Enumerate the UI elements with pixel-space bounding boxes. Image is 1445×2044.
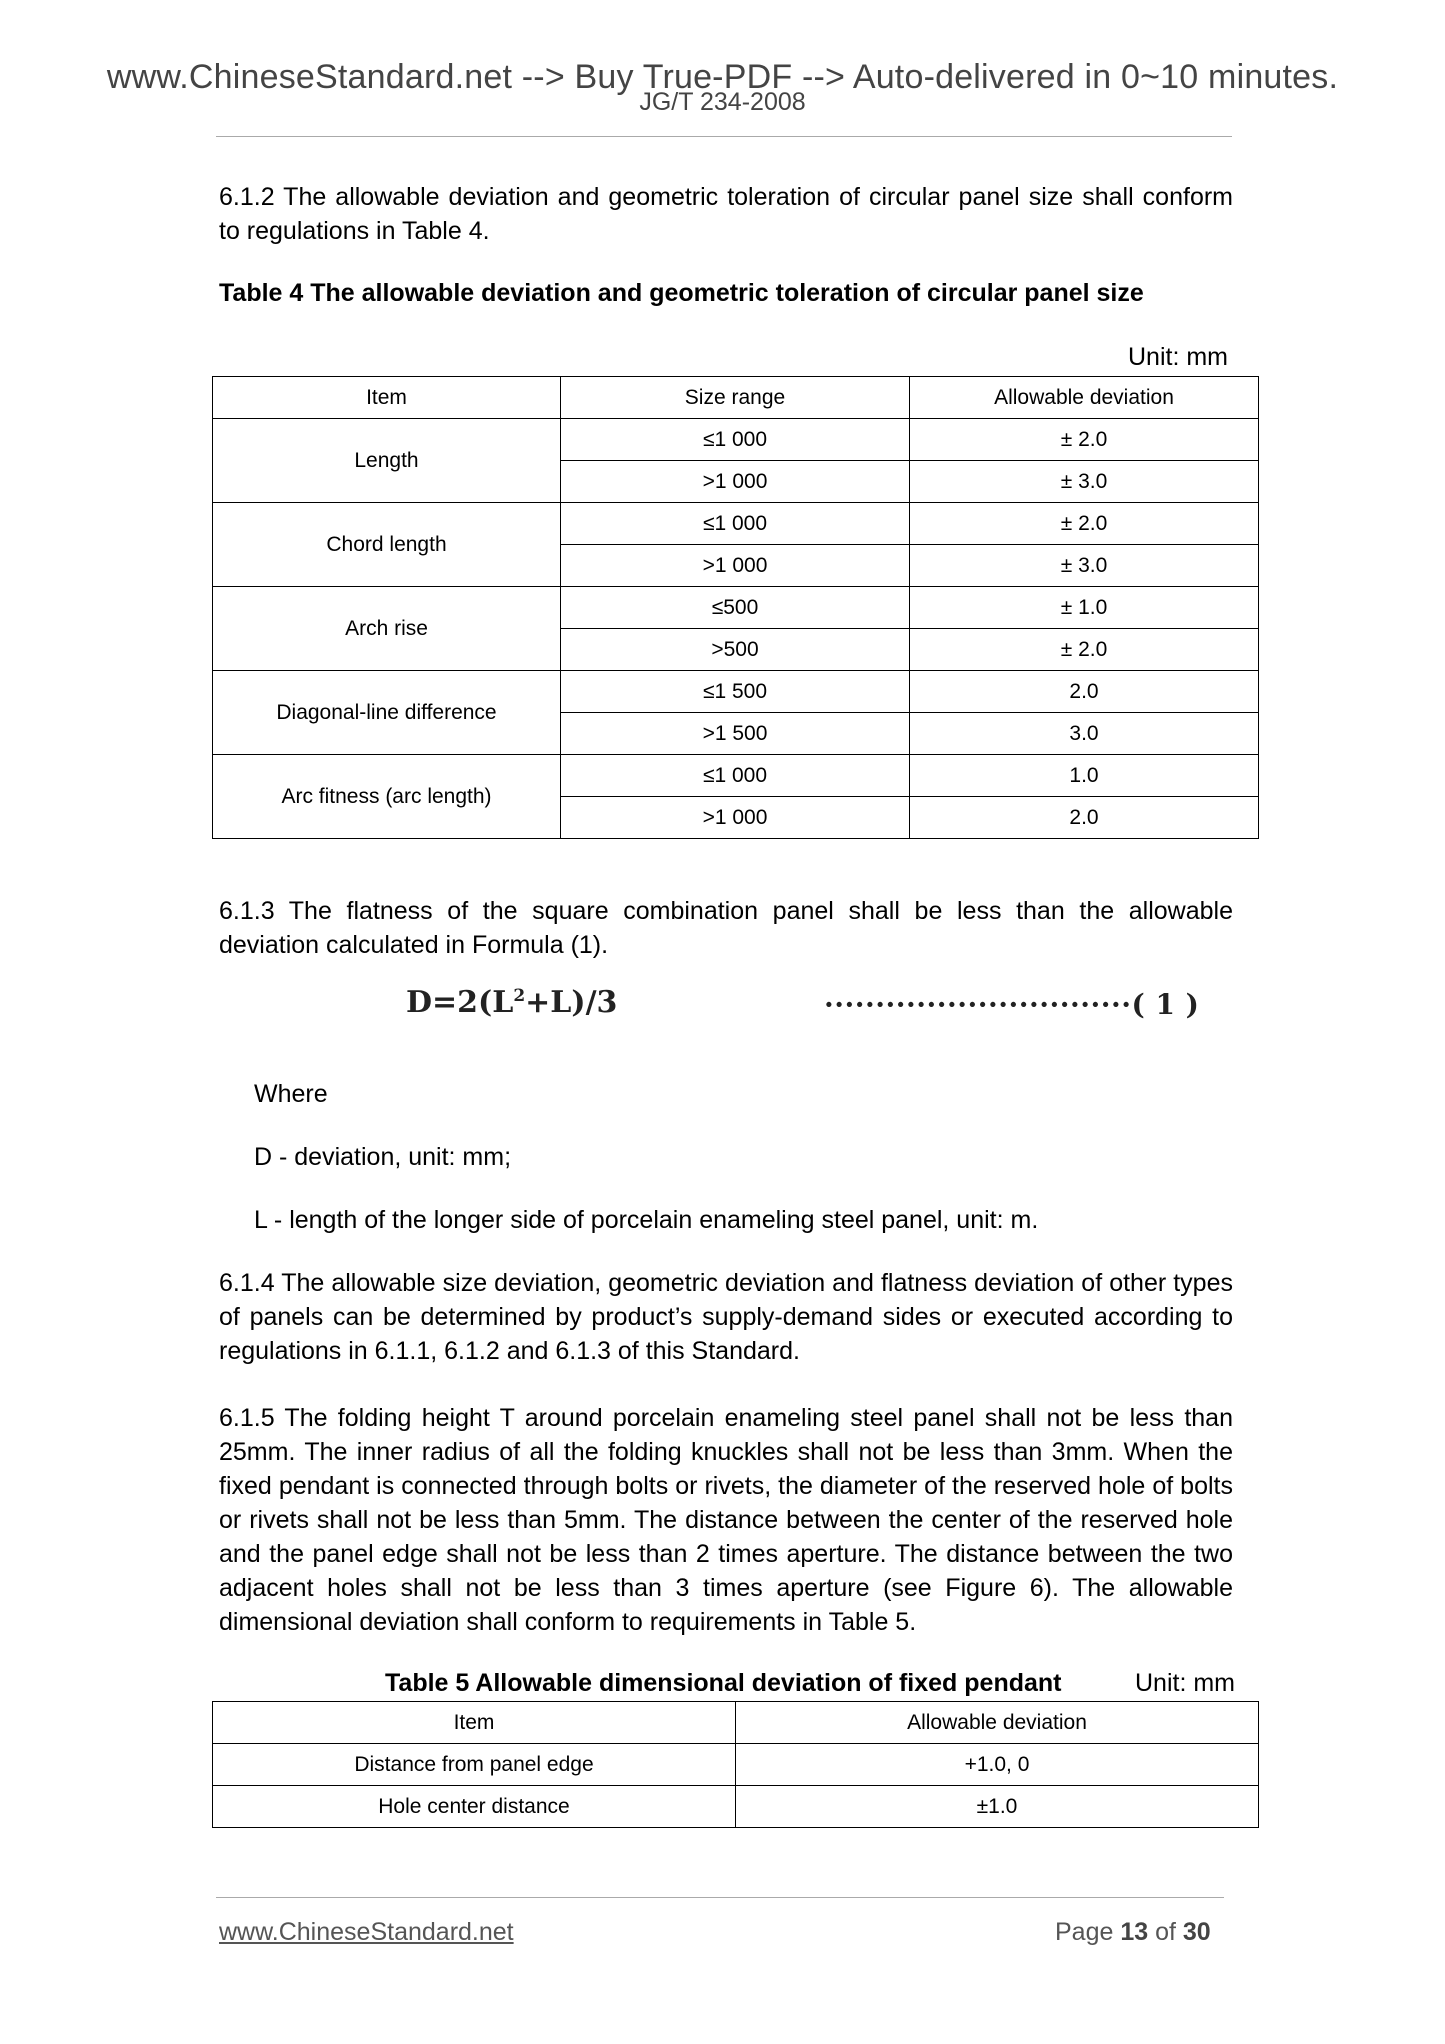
deviation-cell: ± 2.0 <box>910 503 1259 545</box>
deviation-cell: 1.0 <box>910 755 1259 797</box>
site-banner: www.ChineseStandard.net --> Buy True-PDF --> Auto-delivered in 0~10 minutes. <box>106 58 1339 96</box>
item-cell: Chord length <box>213 503 561 587</box>
table-4-caption: Table 4 The allowable deviation and geometric toleration of circular panel size <box>219 279 1144 307</box>
deviation-cell: +1.0, 0 <box>736 1744 1259 1786</box>
section-6-1-5: 6.1.5 The folding height T around porcelain enameling steel panel shall not be less than 25mm. The inner radius of all the folding knuckles shall not be less than 3mm. When the fixed pendant is connected through bolts or rivets, the diameter of the reserved hole of bolts or rivets shall not be less than 5mm. The distance between the center of the reserved hole and the panel edge shall not be less than 2 times aperture. The distance between the two adjacent holes shall not be less than 3 times aperture (see Figure 6). The allowable dimensional deviation shall conform to requirements in Table 5. <box>219 1404 1233 1636</box>
item-cell: Arc fitness (arc length) <box>213 755 561 839</box>
section-6-1-4: 6.1.4 The allowable size deviation, geometric deviation and flatness deviation of other types of panels can be determined by product’s supply-demand sides or executed according to regulations in 6.1.1, 6.1.2 and 6.1.3 of this Standard. <box>219 1269 1233 1365</box>
table-header-row <box>213 377 1259 419</box>
definition-l: L - length of the longer side of porcelain enameling steel panel, unit: m. <box>254 1206 1039 1234</box>
table-row <box>213 1744 1259 1786</box>
table-row <box>213 1786 1259 1828</box>
size-range-cell: ≤1 000 <box>561 503 910 545</box>
deviation-cell: ±1.0 <box>736 1786 1259 1828</box>
header-cell: Item <box>213 1702 736 1744</box>
formula-number <box>824 988 1199 1021</box>
formula-lhs: D=2(L <box>406 985 514 1020</box>
section-6-1-2: 6.1.2 The allowable deviation and geometric toleration of circular panel size shall conform to regulations in Table 4. <box>219 183 1233 245</box>
table-row <box>213 503 1259 545</box>
deviation-cell: ± 2.0 <box>910 629 1259 671</box>
formula-exponent: 2 <box>513 986 526 1006</box>
header-cell: Allowable deviation <box>736 1702 1259 1744</box>
size-range-cell: >1 000 <box>561 461 910 503</box>
page-number <box>1055 1918 1211 1947</box>
item-cell: Distance from panel edge <box>213 1744 736 1786</box>
page-prefix: Page <box>1055 1918 1121 1946</box>
definition-d: D - deviation, unit: mm; <box>254 1143 512 1171</box>
header-divider <box>216 136 1232 137</box>
deviation-cell: 2.0 <box>910 797 1259 839</box>
size-range-cell: ≤1 500 <box>561 671 910 713</box>
deviation-cell: 3.0 <box>910 713 1259 755</box>
size-range-cell: >1 000 <box>561 545 910 587</box>
table-row <box>213 671 1259 713</box>
page-total: 30 <box>1182 1918 1211 1946</box>
size-range-cell: >500 <box>561 629 910 671</box>
size-range-cell: >1 000 <box>561 797 910 839</box>
deviation-cell: 2.0 <box>910 671 1259 713</box>
item-cell: Diagonal-line difference <box>213 671 561 755</box>
item-cell: Hole center distance <box>213 1786 736 1828</box>
size-range-cell: ≤1 000 <box>561 419 910 461</box>
footer-site-link[interactable]: www.ChineseStandard.net <box>219 1918 514 1946</box>
footer-divider <box>216 1897 1224 1898</box>
table-row <box>213 755 1259 797</box>
table-4 <box>212 376 1259 839</box>
deviation-cell: ± 2.0 <box>910 419 1259 461</box>
section-6-1-3: 6.1.3 The flatness of the square combination panel shall be less than the allowable deviation calculated in Formula (1). <box>219 897 1233 959</box>
formula-label: ( 1 ) <box>1131 988 1200 1021</box>
page-current: 13 <box>1120 1918 1149 1946</box>
header-cell: Item <box>213 377 561 419</box>
table-5-unit: Unit: mm <box>1135 1669 1235 1697</box>
where-label: Where <box>254 1080 328 1108</box>
header-cell: Size range <box>561 377 910 419</box>
deviation-cell: ± 3.0 <box>910 461 1259 503</box>
size-range-cell: ≤500 <box>561 587 910 629</box>
deviation-cell: ± 1.0 <box>910 587 1259 629</box>
table-5-caption: Table 5 Allowable dimensional deviation of fixed pendant <box>385 1669 1062 1697</box>
table-5 <box>212 1701 1259 1828</box>
item-cell: Arch rise <box>213 587 561 671</box>
page-of: of <box>1148 1918 1183 1946</box>
standard-code: JG/T 234-2008 <box>639 88 806 116</box>
table-row <box>213 419 1259 461</box>
table-header-row <box>213 1702 1259 1744</box>
formula-1 <box>406 985 617 1020</box>
size-range-cell: >1 500 <box>561 713 910 755</box>
table-4-unit: Unit: mm <box>1128 343 1228 371</box>
header-cell: Allowable deviation <box>910 377 1259 419</box>
formula-rhs: +L)/3 <box>525 985 618 1020</box>
item-cell: Length <box>213 419 561 503</box>
table-row <box>213 587 1259 629</box>
deviation-cell: ± 3.0 <box>910 545 1259 587</box>
size-range-cell: ≤1 000 <box>561 755 910 797</box>
formula-leader-dots: ······························ <box>824 988 1132 1021</box>
